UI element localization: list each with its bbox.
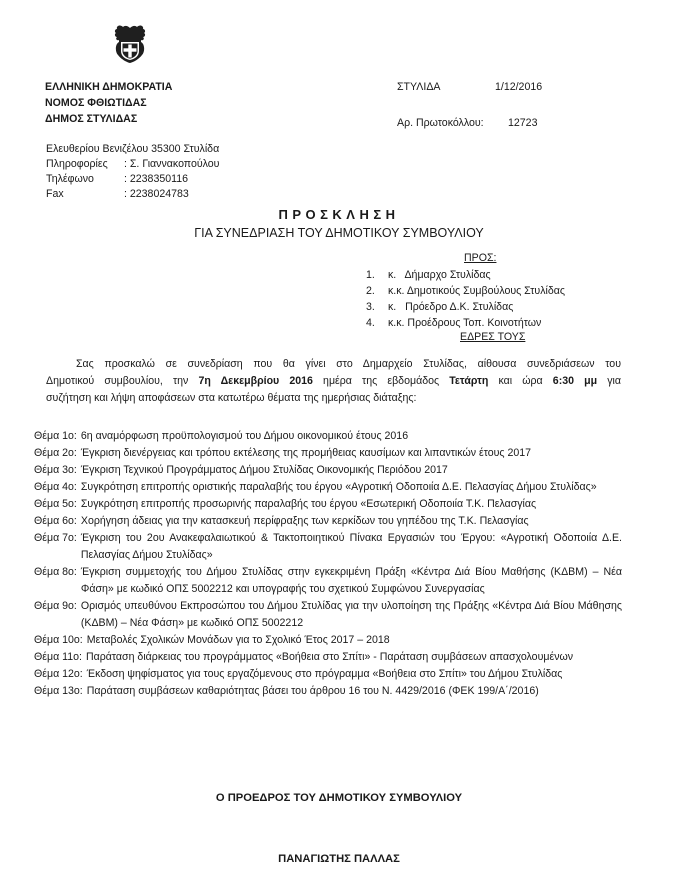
meeting-time: 6:30 μμ	[552, 375, 598, 387]
date: 1/12/2016	[495, 81, 543, 93]
recipient-item: 4. κ.κ. Προέδρους Τοπ. Κοινοτήτων	[366, 317, 542, 329]
intro-paragraph	[46, 356, 621, 407]
recipient-item: 2. κ.κ. Δημοτικούς Συμβούλους Στυλίδας	[366, 285, 565, 297]
recipients-footer: ΕΔΡΕΣ ΤΟΥΣ	[460, 331, 526, 343]
sender-municipality: ΔΗΜΟΣ ΣΤΥΛΙΔΑΣ	[45, 113, 138, 125]
agenda-item: Θέμα 3ο: Έγκριση Τεχνικού Προγράμματος Δήμου Στυλίδας Οικονομικής Περιόδου 2017	[34, 464, 448, 476]
info-value: : Σ. Γιαννακοπούλου	[124, 158, 220, 170]
document-title: ΠΡΟΣΚΛΗΣΗ	[278, 207, 400, 222]
contact-block	[46, 142, 219, 202]
agenda-item: Θέμα 6ο: Χορήγηση άδειας για την κατασκευή περίφραξης των κερκίδων του γηπέδου της Τ.Κ. Πελασγίας	[34, 515, 529, 527]
intro-line-1: Σας προσκαλώ σε συνεδρίαση που θα γίνει στο Δημαρχείο Στυλίδας, αίθουσα συνεδριάσεων του	[76, 358, 621, 370]
signature-name: ΠΑΝΑΓΙΩΤΗΣ ΠΑΛΛΑΣ	[278, 853, 400, 865]
fax-value: : 2238024783	[124, 188, 189, 200]
document-subtitle: ΓΙΑ ΣΥΝΕΔΡΙΑΣΗ ΤΟΥ ΔΗΜΟΤΙΚΟΥ ΣΥΜΒΟΥΛΙΟΥ	[194, 226, 484, 240]
agenda-item: Θέμα 13ο: Παράταση συμβάσεων καθαριότητας βάσει του άρθρου 16 του Ν. 4429/2016 (ΦΕΚ 199/Α΄/2016)	[34, 685, 539, 697]
agenda-item: Θέμα 2ο: Έγκριση διενέργειας και τρόπου εκτέλεσης της προμήθειας καυσίμων και λιπαντικών έτους 2017	[34, 447, 532, 459]
recipient-item: 1. κ. Δήμαρχο Στυλίδας	[366, 269, 491, 281]
recipients-list	[366, 267, 565, 331]
agenda-item: Θέμα 8ο: Έγκριση συμμετοχής του Δήμου Στυλίδας στην εγκεκριμένη Πράξη «Κέντρα Διά Βίου Μαθήσης (ΚΔΒΜ) – Νέα Φάση» με κωδικό ΟΠΣ 5002212 και υπογραφής του σχετικού Συμφώνου Συνεργασίας	[34, 566, 622, 595]
phone-label: Τηλέφωνο	[46, 173, 94, 185]
fax-label: Fax	[46, 188, 64, 200]
meeting-day: Τετάρτη	[449, 375, 489, 387]
agenda-item: Θέμα 9ο: Ορισμός υπευθύνου Εκπροσώπου του Δήμου Στυλίδας για την υλοποίηση της Πράξης «Κέντρα Διά Βίου Μάθησης (ΚΔΒΜ) – Νέα Φάση» με κωδικό ΟΠΣ 5002212	[34, 600, 622, 629]
address: Ελευθερίου Βενιζέλου 35300 Στυλίδα	[46, 143, 220, 155]
protocol-label: Αρ. Πρωτοκόλλου:	[397, 117, 484, 129]
agenda-item: Θέμα 7ο: Έγκριση του 2ου Ανακεφαλαιωτικού & Τακτοποιητικού Πίνακα Εργασιών του Έργου: «Αγροτική Οδοποιία Δ.Ε. Πελασγίας Δήμου Στυλίδας»	[34, 532, 622, 561]
sender-block	[45, 79, 172, 127]
agenda-item: Θέμα 12ο: Έκδοση ψηφίσματος για τους εργαζόμενους στο πρόγραμμα «Βοήθεια στο Σπίτι» του Δήμου Στυλίδας	[34, 668, 563, 680]
recipients-heading: ΠΡΟΣ:	[464, 252, 497, 264]
signature-title: Ο ΠΡΟΕΔΡΟΣ ΤΟΥ ΔΗΜΟΤΙΚΟΥ ΣΥΜΒΟΥΛΙΟΥ	[215, 792, 463, 804]
agenda-item: Θέμα 5ο: Συγκρότηση επιτροπής προσωρινής παραλαβής του έργου «Εσωτερική Οδοποιία Τ.Κ. Πελασγίας	[34, 498, 537, 510]
meeting-date: 7η Δεκεμβρίου 2016	[198, 375, 313, 387]
agenda-item: Θέμα 4ο: Συγκρότηση επιτροπής οριστικής παραλαβής του έργου «Αγροτική Οδοποιία Δ.Ε. Πελασγίας Δήμου Στυλίδας»	[34, 481, 597, 493]
intro-line-3: συζήτηση και λήψη αποφάσεων στα κατωτέρω θέματα της ημερήσιας διάταξης:	[46, 392, 417, 404]
info-label: Πληροφορίες	[46, 158, 108, 170]
place: ΣΤΥΛΙΔΑ	[397, 81, 441, 93]
phone-value: : 2238350116	[124, 173, 189, 185]
agenda-item: Θέμα 10ο: Μεταβολές Σχολικών Μονάδων για το Σχολικό Έτος 2017 – 2018	[34, 634, 390, 646]
greek-coat-of-arms-icon	[111, 24, 149, 64]
intro-line-2: Δημοτικού συμβουλίου, την 7η Δεκεμβρίου 2016 ημέρα της εβδομάδος Τετάρτη και ώρα 6:30 μμ για	[46, 375, 621, 387]
recipient-item: 3. κ. Πρόεδρο Δ.Κ. Στυλίδας	[366, 301, 514, 313]
sender-prefecture: ΝΟΜΟΣ ΦΘΙΩΤΙΔΑΣ	[45, 97, 147, 109]
agenda-item: Θέμα 11ο: Παράταση διάρκειας του προγράμματος «Βοήθεια στο Σπίτι» - Παράταση συμβάσεων απασχολουμένων	[34, 651, 574, 663]
protocol-number: 12723	[508, 117, 538, 129]
agenda-topics	[34, 428, 622, 700]
sender-country: ΕΛΛΗΝΙΚΗ ΔΗΜΟΚΡΑΤΙΑ	[45, 81, 173, 93]
agenda-item: Θέμα 1ο: 6η αναμόρφωση προϋπολογισμού του Δήμου οικονομικού έτους 2016	[34, 430, 409, 442]
